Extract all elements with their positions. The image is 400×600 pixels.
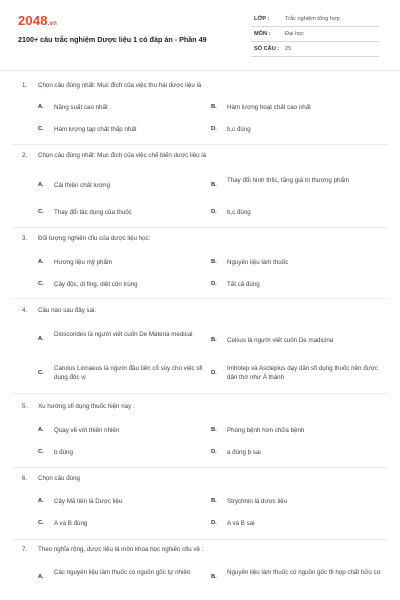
option-letter: C.	[38, 449, 44, 455]
option-text: Thay đổi hình thfic, tăng giá trị thương phẩm	[227, 177, 350, 184]
question-body: Câu nào sau đây sai:	[38, 307, 97, 314]
logo-suffix: .vn	[47, 21, 58, 27]
option-letter: D.	[211, 370, 217, 376]
question-body: Chọn câu đúng nhất: Mục đích của việc thu hái dược liệu là	[38, 82, 202, 89]
option-text: Nguyên liệu làm thuốc có nguồn gốc tfi họp chất hữu cơ	[227, 569, 381, 576]
question-number: 7.	[22, 546, 28, 553]
option-letter: B.	[211, 259, 217, 265]
question-number: 2.	[22, 152, 28, 159]
question-text	[22, 307, 96, 314]
question-body: Đối tượng nghiên cfiu của dược liệu học:	[38, 235, 151, 242]
question-number: 3.	[22, 235, 28, 242]
question-body: Chọn câu đúng nhất: Mục đích của việc chế biến dược liệu là	[38, 152, 207, 159]
meta-row-count	[251, 43, 379, 57]
question-body: Xu hướng sfi dụng thuốc hiện nay :	[38, 403, 135, 410]
option-letter: B.	[211, 182, 217, 188]
option-letter: B.	[211, 104, 217, 110]
option-letter: A.	[38, 104, 44, 110]
question-number: 4.	[22, 307, 28, 314]
option-letter: B.	[211, 574, 217, 580]
option-text: b đúng	[54, 449, 73, 456]
option-text: Cây Mã tiền là Dược liệu	[54, 498, 123, 505]
site-logo[interactable]	[18, 13, 57, 28]
option-text: b,c đúng	[227, 209, 251, 216]
option-letter: C.	[38, 281, 44, 287]
option-letter: A.	[38, 259, 44, 265]
question-divider	[12, 539, 388, 540]
option-letter: A.	[38, 498, 44, 504]
question-body: Theo nghĩa rộng, dược liệu là môn khoa học nghiên cfiu về :	[38, 546, 204, 553]
question-divider	[12, 144, 388, 145]
option-text: Imhotep và Asclepius dạy dân sfi dụng thuốc nên được dân thờ như Á thánh	[227, 365, 378, 381]
meta-label: MÔN :	[254, 31, 271, 37]
option-text: Hàm lượng hoạt chất cao nhất	[227, 104, 311, 111]
option-letter: D.	[211, 449, 217, 455]
option-text: b,c đúng	[227, 126, 251, 133]
option-letter: A.	[38, 427, 44, 433]
meta-value: Trắc nghiệm tổng hợp	[285, 16, 340, 22]
option-text: A và B đúng	[54, 520, 88, 527]
question-text	[22, 475, 80, 482]
meta-row-class	[251, 13, 379, 27]
logo-main: 2048	[18, 13, 48, 28]
option-letter: A.	[38, 574, 44, 580]
option-letter: D.	[211, 281, 217, 287]
option-text: a đúng b sai	[227, 449, 261, 456]
worksheet-header	[0, 0, 400, 70]
header-divider	[0, 70, 400, 71]
question-divider	[12, 393, 388, 394]
question-text	[22, 235, 150, 242]
meta-row-subject	[251, 28, 379, 42]
option-text: Dioscorides là người viết cuốn De Materia medical	[54, 331, 193, 338]
option-letter: C.	[38, 126, 44, 132]
meta-value: 25	[285, 46, 292, 52]
option-letter: D.	[211, 209, 217, 215]
option-letter: B.	[211, 427, 217, 433]
option-text: Các nguyên liệu làm thuốc có nguồn gốc tự nhiên	[54, 569, 191, 576]
option-letter: A.	[38, 182, 44, 188]
option-letter: C.	[38, 370, 44, 376]
question-divider	[12, 227, 388, 228]
question-text	[22, 82, 201, 89]
question-number: 1.	[22, 82, 28, 89]
option-text: Nguyên liệu làm thuốc	[227, 259, 289, 266]
option-letter: B.	[211, 498, 217, 504]
option-text: Thay đổi tác dụng của thuốc	[54, 209, 132, 216]
option-text: Hương liệu mỹ phẩm	[54, 259, 113, 266]
question-text	[22, 403, 135, 410]
meta-value: Đại học	[285, 31, 304, 37]
option-text: Quay về với thiên nhiên	[54, 427, 120, 434]
option-text: A và B sai	[227, 520, 255, 527]
option-letter: D.	[211, 520, 217, 526]
page-title: 2100+ câu trắc nghiệm Dược liệu 1 có đáp án - Phần 49	[18, 35, 207, 44]
option-letter: A.	[38, 336, 44, 342]
option-text: Cải thiện chất lượng	[54, 182, 111, 189]
question-divider	[12, 298, 388, 299]
option-text: Carolus Linnaeus là người đầu tiên cổ súy cho việc sfi dụng độc vị	[54, 365, 203, 381]
option-text: Phòng bệnh hơn chữa bệnh	[227, 427, 305, 434]
option-letter: B.	[211, 337, 217, 343]
option-letter: C.	[38, 209, 44, 215]
option-text: Năng suất cao nhất	[54, 104, 108, 111]
question-text	[22, 152, 206, 159]
meta-label: SỐ CÂU :	[254, 46, 280, 52]
question-divider	[12, 467, 388, 468]
option-text: Tất cả đúng	[227, 281, 260, 288]
question-number: 5.	[22, 403, 28, 410]
question-body: Chọn câu đúng	[38, 475, 80, 482]
option-text: Celsus là người viết cuốn De madicina	[227, 337, 334, 344]
option-letter: D.	[211, 126, 217, 132]
option-text: Cây độc, dị fing, diệt côn trùng	[54, 281, 138, 288]
option-letter: C.	[38, 520, 44, 526]
option-text: Strychnin là dược liệu	[227, 498, 288, 505]
meta-label: LỚP :	[254, 16, 270, 22]
question-number: 6.	[22, 475, 28, 482]
question-text	[22, 546, 203, 553]
option-text: Hàm lượng tạp chất thấp nhất	[54, 126, 137, 133]
